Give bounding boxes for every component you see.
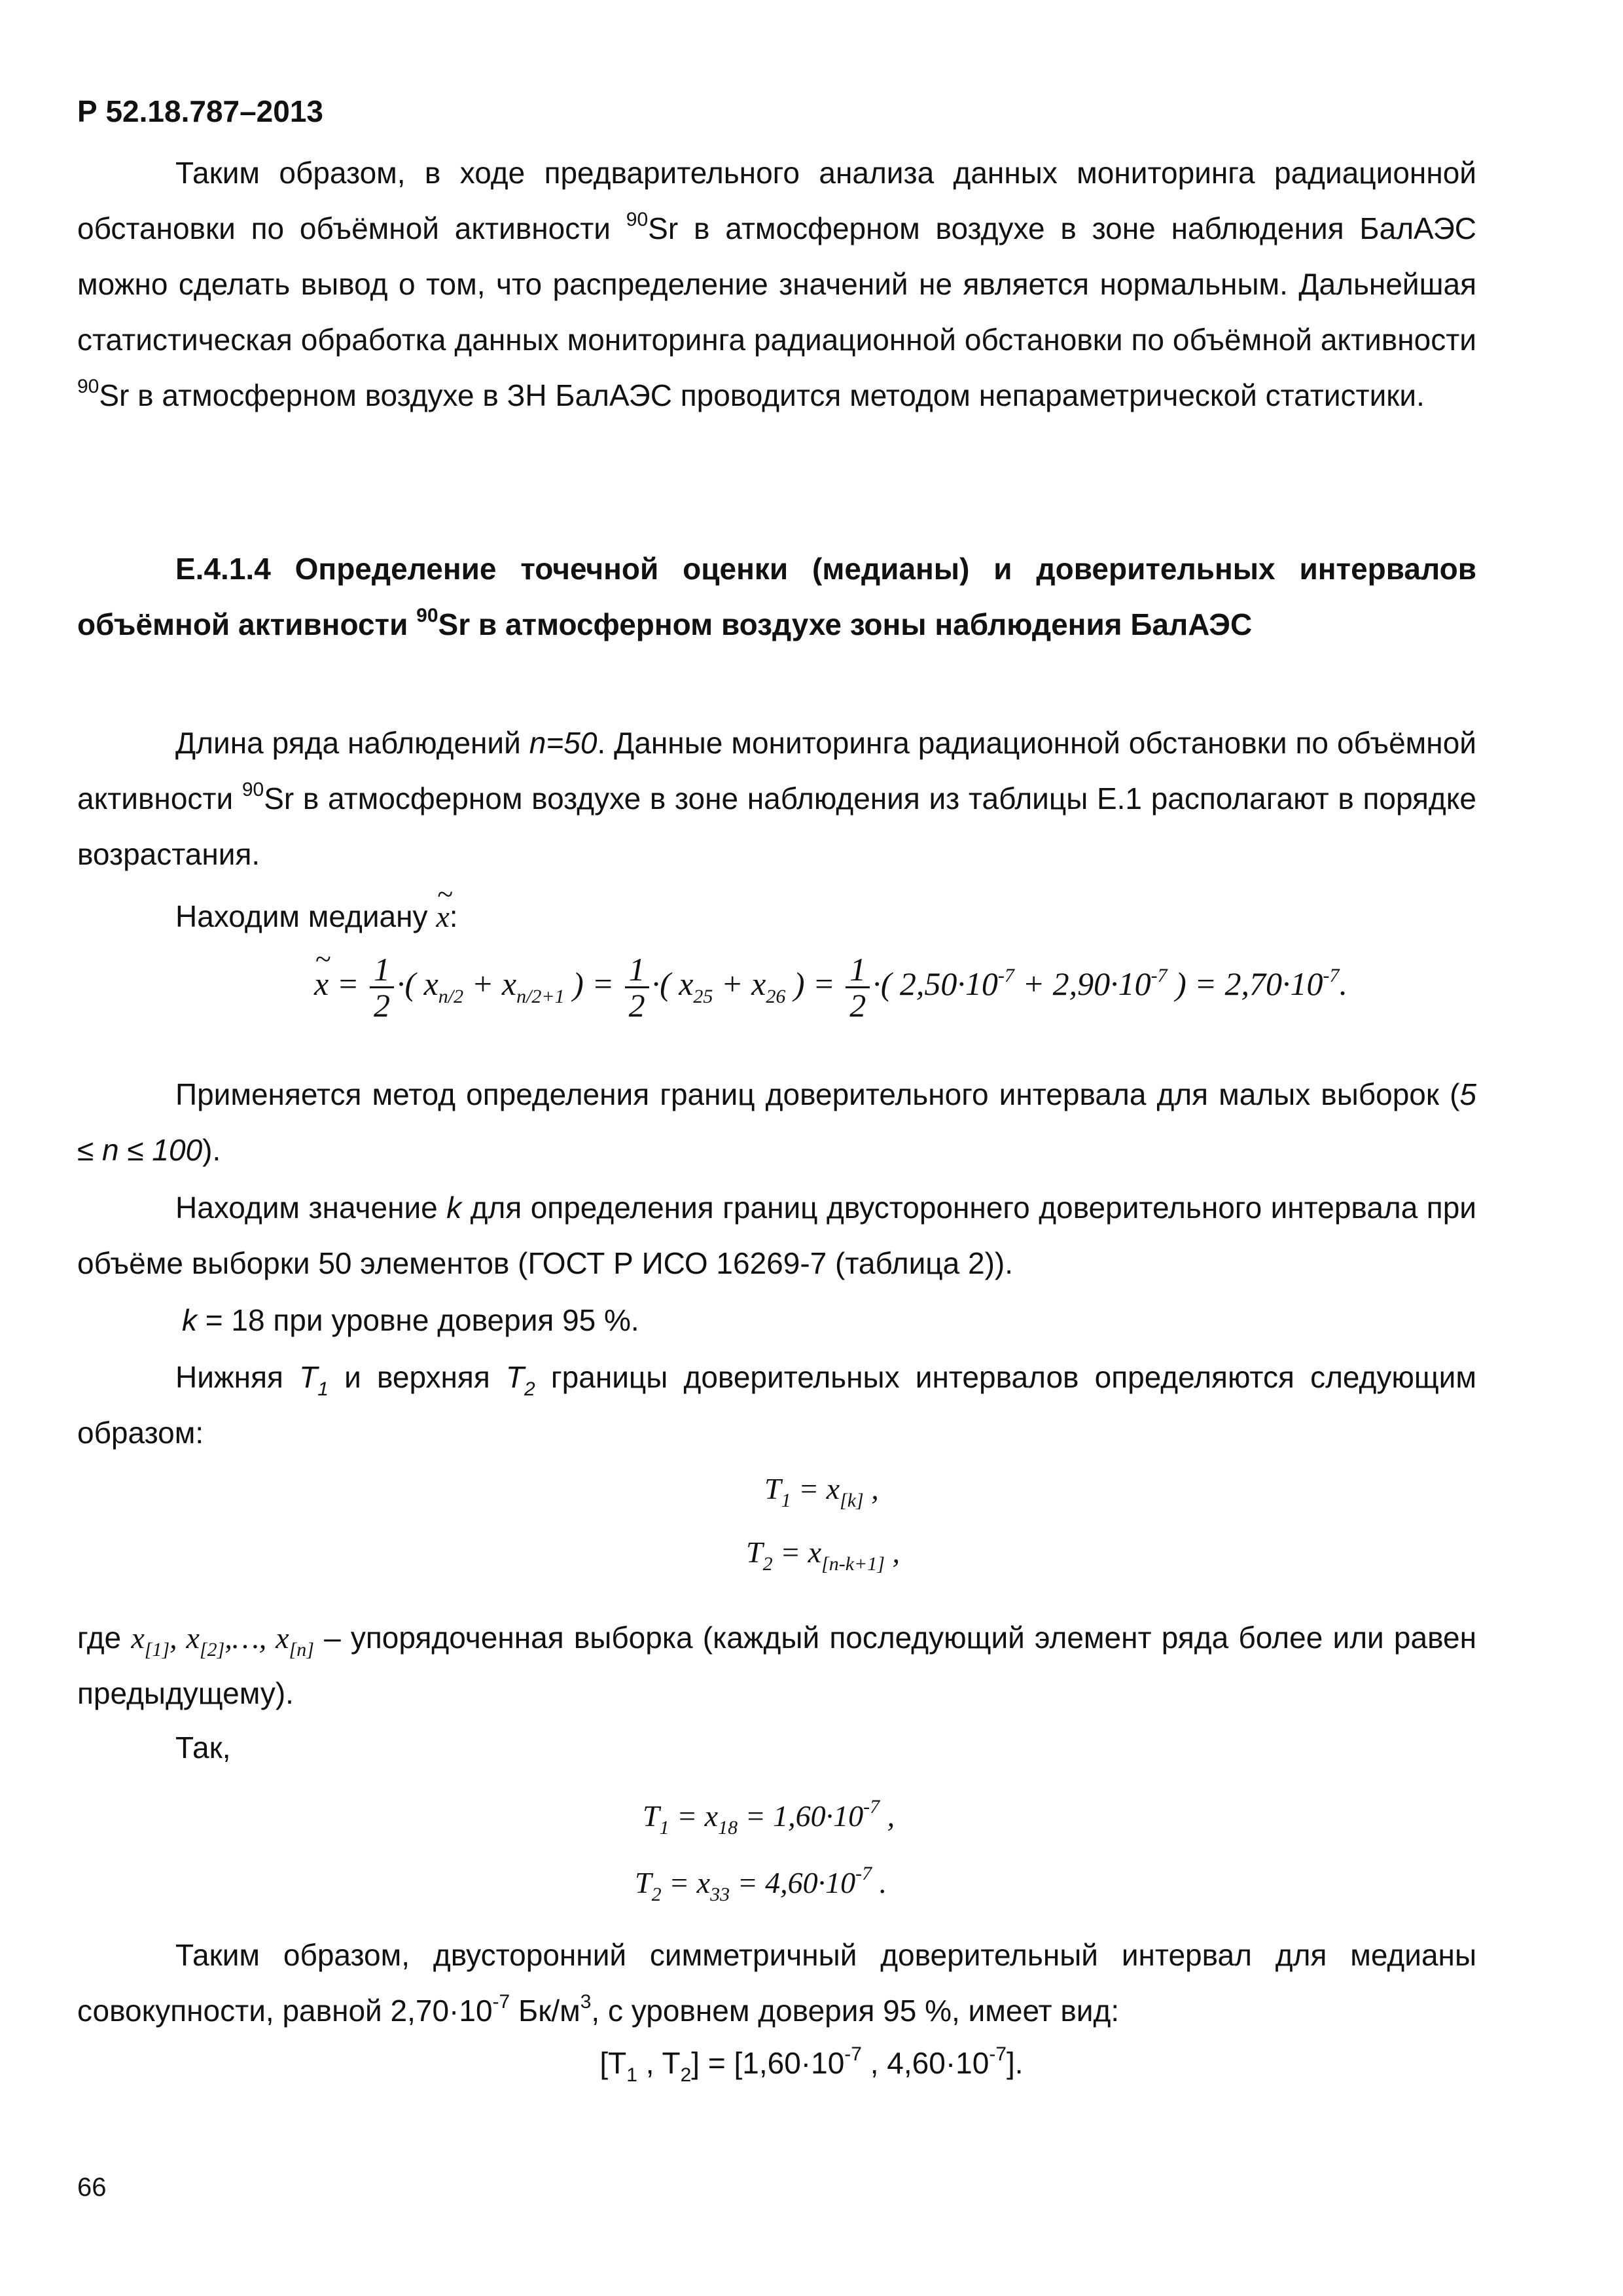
paragraph-bounds: Нижняя $T_1$ и верхняя $T_2$ границы доверительных интервалов определяются следующим образом: (77, 1360, 1476, 1450)
formula-t2-value: $T_2 = x_{33} = 4,60\cdot 10^{-7}$ . (635, 1863, 887, 1905)
paragraph-find-k: Находим значение k для определения границ двустороннего доверительного интервала при объёме выборки 50 элементов (ГОСТ Р ИСО 16269-7 (таблица 2)). (77, 1191, 1476, 1280)
paragraph-method: Применяется метод определения границ доверительного интервала для малых выборок (5 ≤ n ≤ 100). (77, 1077, 1476, 1167)
median-formula: ~ x = $\frac{1}{2}$ ·( $x_{n/2} + x_{n/2+1}$ ) = $\frac{1}{2}$ ·( $x_{25} + x_{26}$ ) = $\frac{1}{2}$ ·( $2,50\cdot 10^{-7} + 2,90\cdot 10^{-7}$ ) = $2,70\cdot 10^{-7}$. (314, 952, 1347, 1022)
paragraph-conclusion-interval: Таким образом, двусторонний симметричный доверительный интервал для медианы совокупности, равной $2,70\cdot 10^{-7}$ $Бк/м^3$, с уровнем доверия 95 %, имеет вид: (77, 1938, 1476, 2028)
paragraph-find-median: Находим медиану ~ x: (77, 889, 1476, 944)
paragraph-conclusion: Таким образом, в ходе предварительного анализа данных мониторинга радиационной обстановки по объёмной активности $^{90}$Sr в атмосферном воздухе в зоне наблюдения БалАЭС можно сделать вывод о том, что распределение значений не является нормальным. Дальнейшая статистическая обработка данных мониторинга радиационной обстановки по объёмной активности $^{90}$Sr в атмосферном воздухе в ЗН БалАЭС проводится методом непараметрической статистики. (77, 156, 1476, 412)
document-id: Р 52.18.787–2013 (77, 94, 324, 128)
page-number: 66 (77, 2173, 107, 2202)
formula-t1-value: $T_1 = x_{18} = 1,60\cdot 10^{-7}$ , (643, 1796, 895, 1839)
ordered-sample-expression: $x_{[1]}$, $x_{[2]},\dots$, $x_{[n]}$ (131, 1621, 314, 1660)
paragraph-k-value: k = 18 при уровне доверия 95 %. (182, 1303, 639, 1337)
fraction-half: $\frac{1}{2}$ (625, 952, 649, 1022)
fraction-half: $\frac{1}{2}$ (846, 952, 870, 1022)
formula-t2-definition: $T_2 = x_{[n-k+1]}$ , (746, 1535, 900, 1575)
fraction-half: $\frac{1}{2}$ (370, 952, 394, 1022)
section-heading: Е.4.1.4 Определение точечной оценки (медианы) и доверительных интервалов объёмной активности $^{90}$Sr в атмосферном воздухе зоны наблюдения БалАЭС (77, 552, 1476, 641)
paragraph-ordered-sample: где $x_{[1]}$, $x_{[2]},\dots$, $x_{[n]}$ – упорядоченная выборка (каждый последующий элемент ряда более или равен предыдущему). (77, 1621, 1476, 1710)
paragraph-series-length: Длина ряда наблюдений n=50. Данные мониторинга радиационной обстановки по объёмной активности $^{90}$Sr в атмосферном воздухе в зоне наблюдения из таблицы Е.1 располагают в порядке возрастания. (77, 726, 1476, 871)
confidence-interval-result: [$T_1$ , $T_2] = [1,60\cdot 10^{-7}$ , $4,60\cdot 10^{-7}$]. (599, 2043, 1024, 2086)
formula-t1-definition: $T_1 = x_{[k]}$ , (764, 1472, 879, 1511)
paragraph-so: Так, (175, 1731, 231, 1765)
